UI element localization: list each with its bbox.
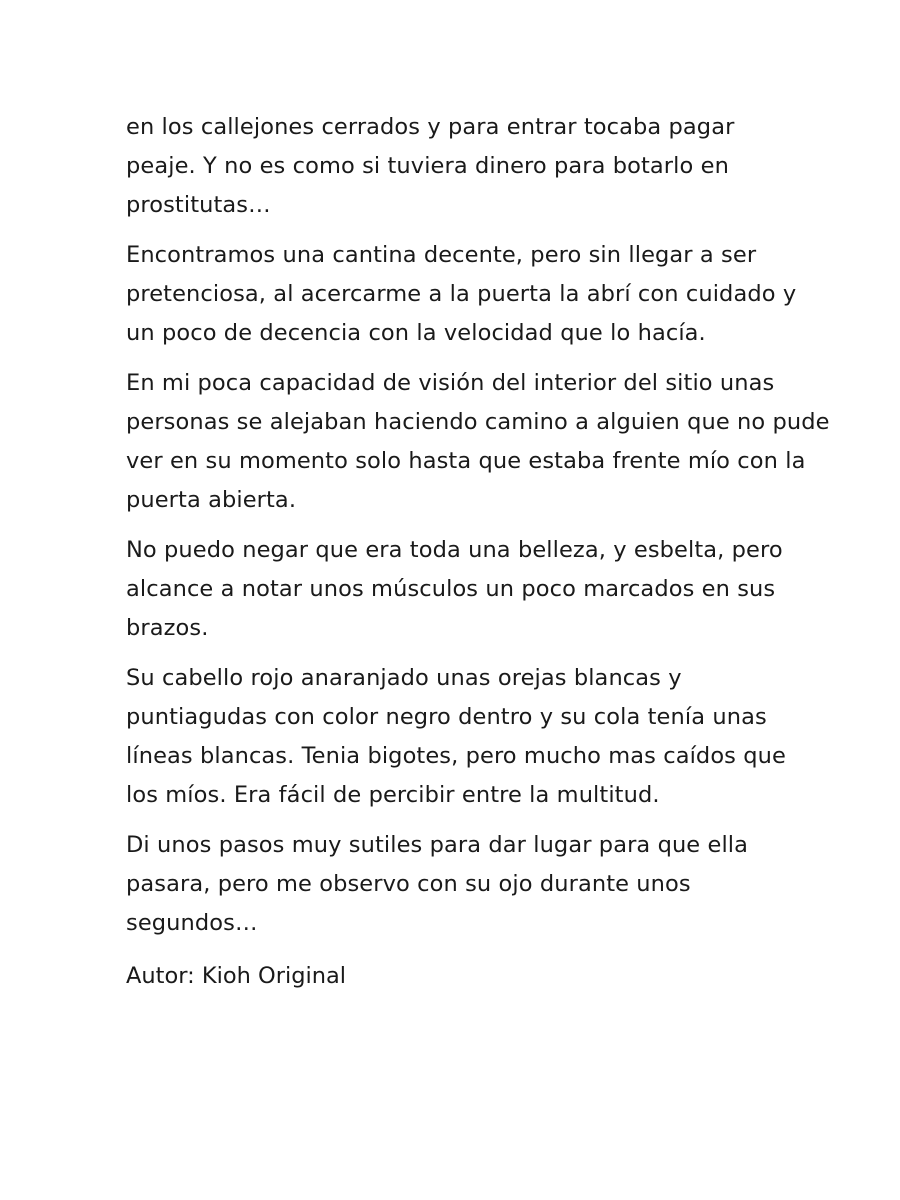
- text-line: brazos.: [126, 615, 209, 641]
- text-line: en los callejones cerrados y para entrar tocaba pagar: [126, 114, 735, 140]
- text-line: Di unos pasos muy sutiles para dar lugar para que ella: [126, 832, 749, 858]
- paragraph-6: [126, 826, 776, 943]
- text-line: los míos. Era fácil de percibir entre la multitud.: [126, 782, 660, 808]
- text-line: un poco de decencia con la velocidad que lo hacía.: [126, 320, 706, 346]
- text-line: peaje. Y no es como si tuviera dinero para botarlo en: [126, 153, 729, 179]
- text-line: líneas blancas. Tenia bigotes, pero mucho mas caídos que: [126, 743, 786, 769]
- text-line: pasara, pero me observo con su ojo durante unos: [126, 871, 691, 897]
- text-line: ver en su momento solo hasta que estaba frente mío con la: [126, 448, 806, 474]
- paragraph-5: [126, 659, 786, 815]
- paragraph-3: [126, 364, 830, 520]
- paragraph-1: [126, 108, 776, 225]
- text-line: Su cabello rojo anaranjado unas orejas blancas y: [126, 665, 682, 691]
- text-line: segundos…: [126, 910, 258, 936]
- text-line: personas se alejaban haciendo camino a alguien que no pude: [126, 409, 830, 435]
- text-line: puntiagudas con color negro dentro y su cola tenía unas: [126, 704, 767, 730]
- text-line: pretenciosa, al acercarme a la puerta la abrí con cuidado y: [126, 281, 797, 307]
- text-line: prostitutas…: [126, 192, 271, 218]
- paragraph-2: [126, 236, 797, 353]
- story-text: [126, 108, 830, 954]
- text-line: Encontramos una cantina decente, pero sin llegar a ser: [126, 242, 757, 268]
- text-line: alcance a notar unos músculos un poco marcados en sus: [126, 576, 776, 602]
- author-credit: Autor: Kioh Original: [126, 963, 347, 989]
- text-line: En mi poca capacidad de visión del interior del sitio unas: [126, 370, 775, 396]
- text-line: puerta abierta.: [126, 487, 297, 513]
- text-line: No puedo negar que era toda una belleza, y esbelta, pero: [126, 537, 783, 563]
- paragraph-4: [126, 531, 783, 648]
